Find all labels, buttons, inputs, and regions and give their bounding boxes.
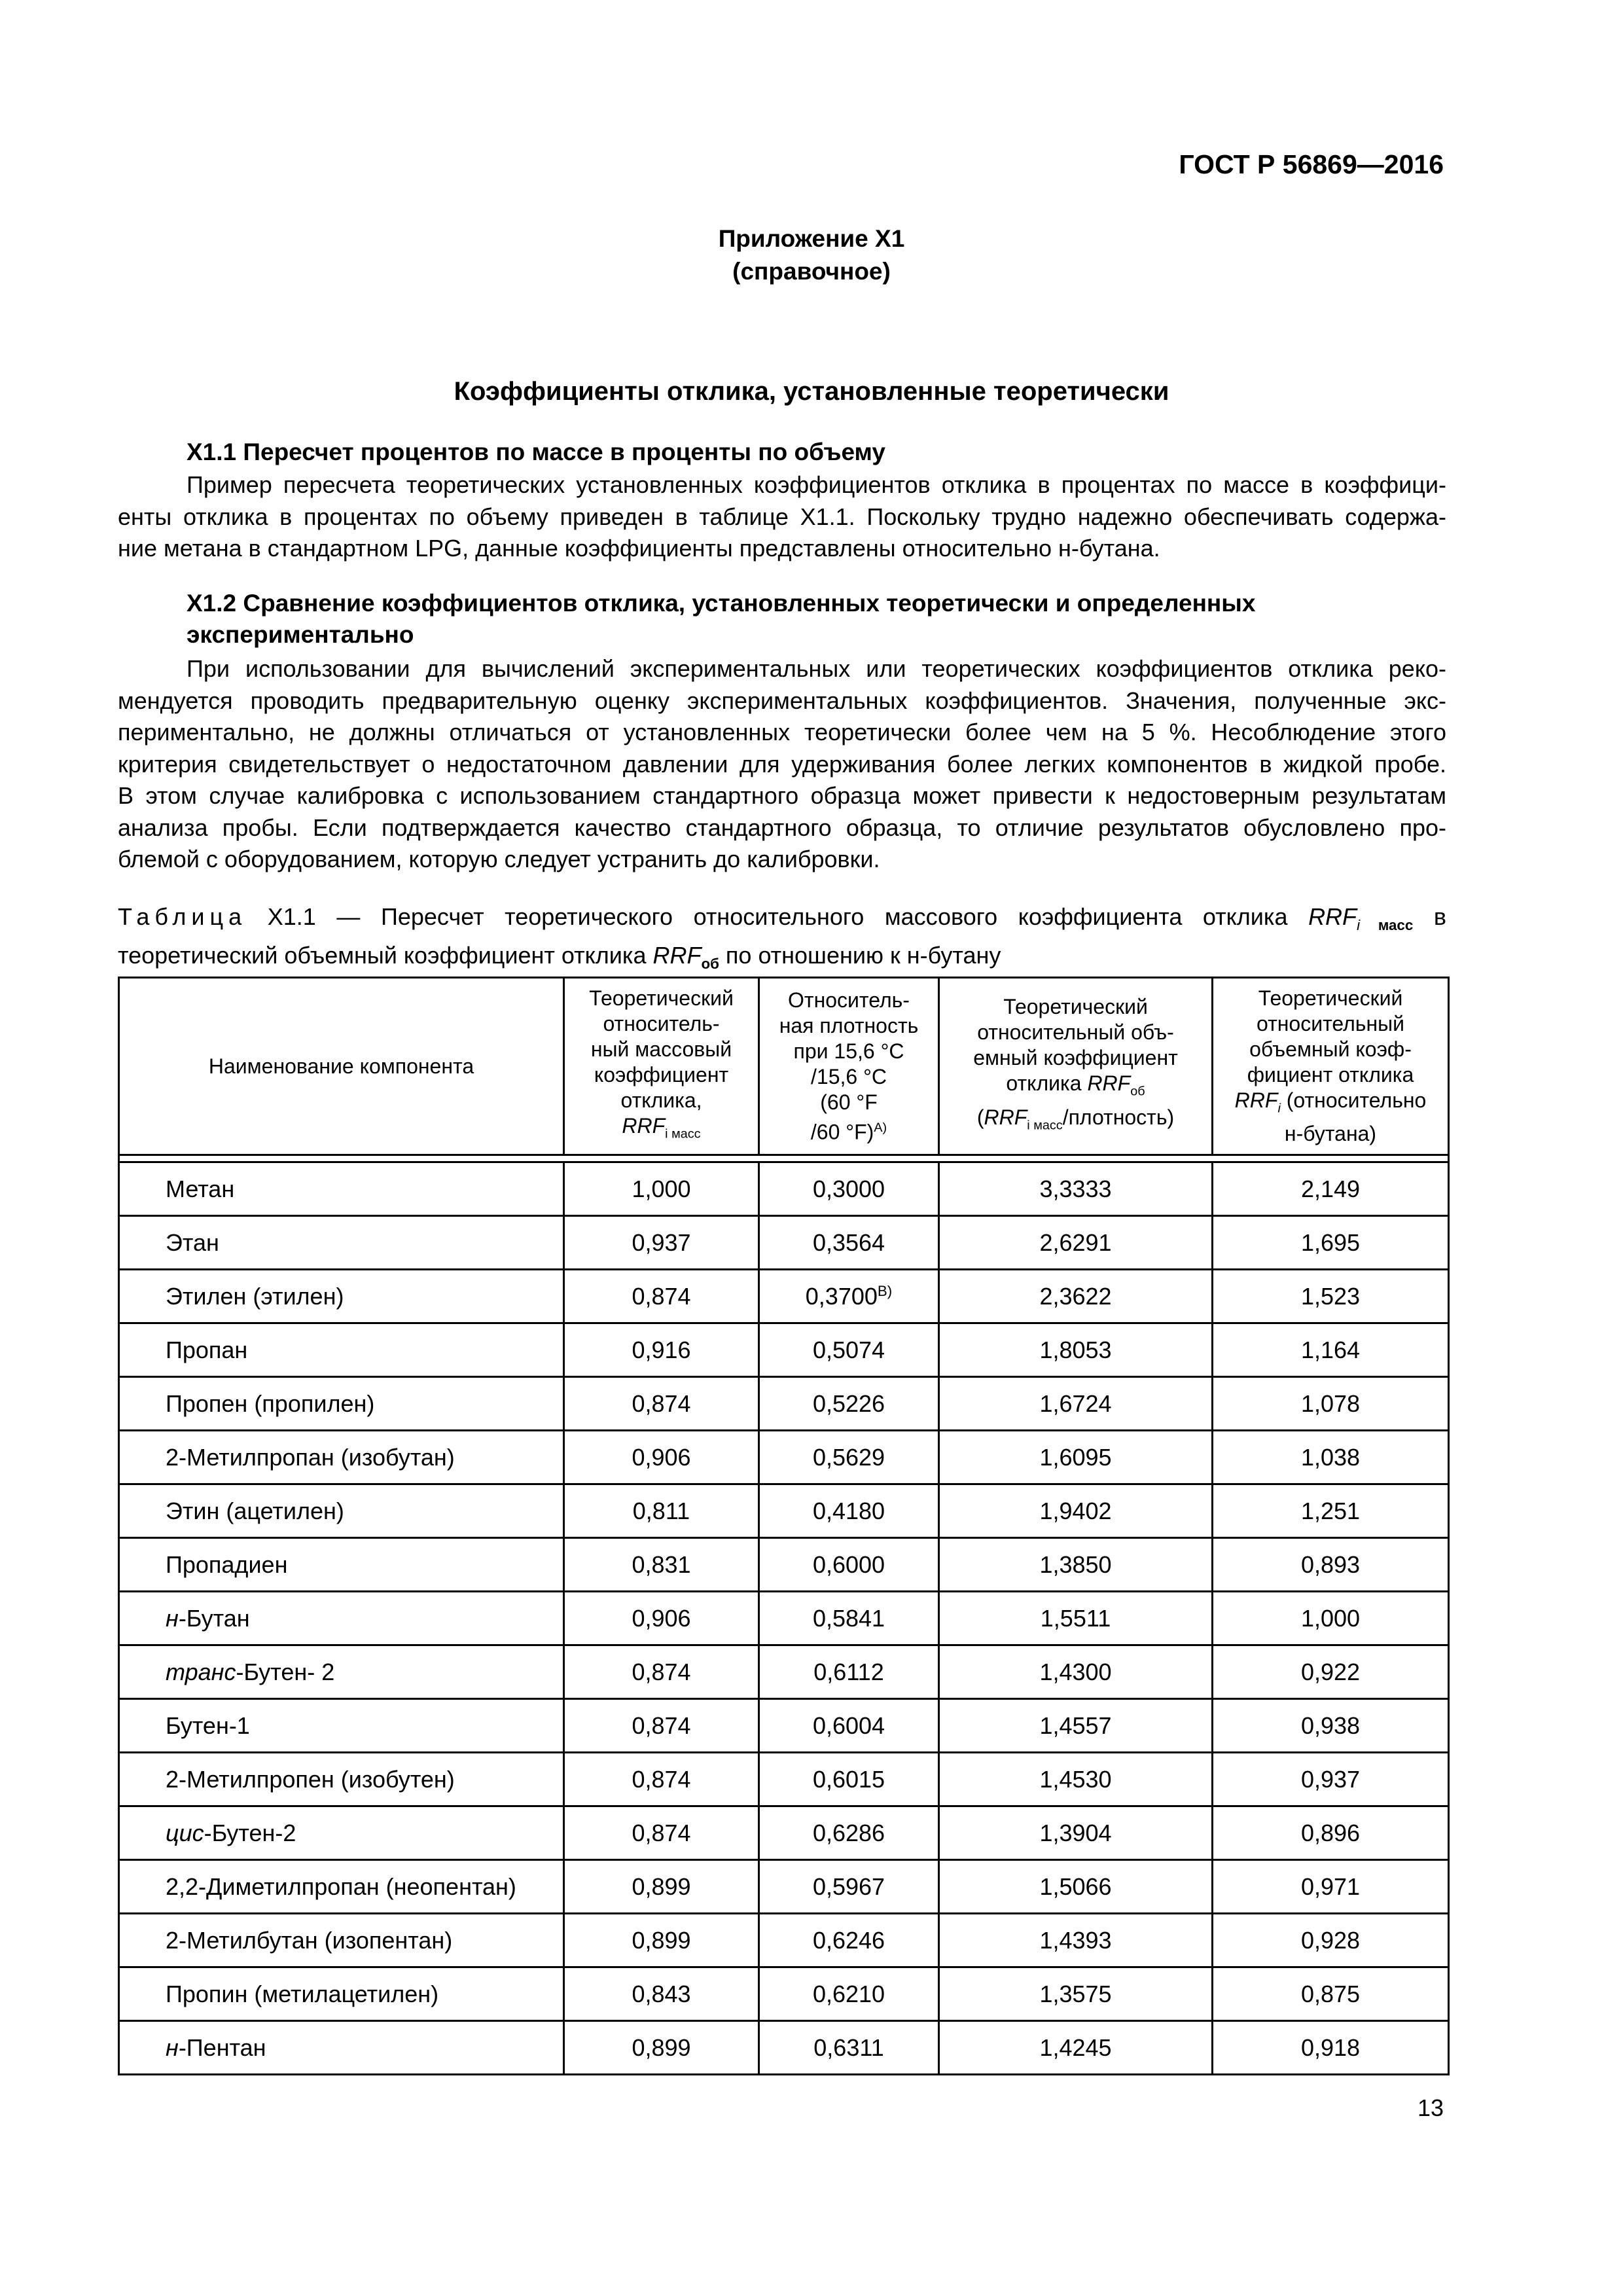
density-cell xyxy=(759,1538,939,1592)
caption-label: Таблица xyxy=(118,903,247,930)
component-name xyxy=(119,1377,564,1431)
relative-factor-cell-value: 1,000 xyxy=(1300,1604,1361,1632)
caption-symbol: RRF xyxy=(1308,903,1357,930)
relative-factor-cell-value: 0,928 xyxy=(1300,1926,1361,1954)
relative-factor-cell-value: 1,164 xyxy=(1300,1336,1361,1363)
relative-factor-cell xyxy=(1213,1753,1449,1806)
text-line: анализа пробы. Если подтверждается качество стандартного образца, то отличие результатов обусловлено про- xyxy=(118,814,1446,841)
volume-factor-cell xyxy=(939,1323,1213,1377)
mass-factor-cell-value: 0,874 xyxy=(632,1658,691,1685)
density-cell xyxy=(759,1592,939,1645)
text-line: В этом случае калибровка с использованием стандартного образца может привести к недостоверным результатам xyxy=(118,782,1446,809)
component-label: 2-Метилбутан (изопентан) xyxy=(166,1926,453,1954)
volume-factor-cell xyxy=(939,1216,1213,1270)
relative-factor-cell-value: 1,695 xyxy=(1300,1229,1361,1256)
density-cell-value: 0,3564 xyxy=(812,1229,885,1256)
caption-line xyxy=(118,941,1446,979)
volume-factor-cell xyxy=(939,1645,1213,1699)
relative-factor-cell-value: 0,937 xyxy=(1300,1765,1361,1793)
appendix-title: Приложение Х1 xyxy=(718,225,905,252)
relative-factor-cell xyxy=(1213,1431,1449,1484)
relative-factor-cell-value: 0,918 xyxy=(1300,2034,1361,2061)
text-line: При использовании для вычислений экспериментальных или теоретических коэффициентов отклика реко- xyxy=(187,655,1446,682)
table-row xyxy=(119,1431,1449,1484)
volume-factor-cell xyxy=(939,1162,1213,1216)
mass-factor-cell xyxy=(564,1431,759,1484)
relative-factor-cell xyxy=(1213,1860,1449,1914)
volume-factor-cell-value: 1,3850 xyxy=(1039,1551,1112,1578)
density-cell xyxy=(759,1216,939,1270)
text-line: критерия свидетельствует о недостаточном давлении для удерживания более легких компонентов в жидкой пробе. xyxy=(118,750,1446,778)
table-row xyxy=(119,1216,1449,1270)
table-row xyxy=(119,1753,1449,1806)
table-row xyxy=(119,1645,1449,1699)
relative-factor-cell xyxy=(1213,1914,1449,1967)
text-line: Пример пересчета теоретических установленных коэффициентов отклика в процентах по массе в коэффици- xyxy=(187,471,1446,498)
mass-factor-cell-value: 0,831 xyxy=(632,1551,691,1578)
text-line: блемой с оборудованием, которую следует устранить до калибровки. xyxy=(118,846,880,872)
component-name xyxy=(119,1699,564,1753)
relative-factor-cell xyxy=(1213,1377,1449,1431)
text-line: енты отклика в процентах по объему приведен в таблице Х1.1. Поскольку трудно надежно обеспечивать содержа- xyxy=(118,503,1446,530)
component-prefix: н xyxy=(166,1604,179,1632)
component-label: -Бутен- 2 xyxy=(236,1658,335,1685)
mass-factor-cell xyxy=(564,1377,759,1431)
density-cell xyxy=(759,1967,939,2021)
caption-text: по отношению к н-бутану xyxy=(725,942,1001,969)
mass-factor-cell xyxy=(564,1967,759,2021)
component-name xyxy=(119,2021,564,2075)
density-cell xyxy=(759,1484,939,1538)
mass-factor-cell-value: 0,874 xyxy=(632,1390,691,1417)
density-cell-value: 0,3000 xyxy=(812,1175,885,1202)
density-cell-value: 0,6311 xyxy=(813,2034,884,2061)
table-row xyxy=(119,1323,1449,1377)
component-name xyxy=(119,1431,564,1484)
caption-line xyxy=(118,902,1446,941)
volume-factor-cell-value: 1,4557 xyxy=(1039,1712,1112,1739)
relative-factor-cell-value: 2,149 xyxy=(1300,1175,1361,1202)
volume-factor-cell-value: 1,6724 xyxy=(1039,1390,1112,1417)
volume-factor-cell-value: 1,6095 xyxy=(1039,1443,1112,1471)
table-row xyxy=(119,1592,1449,1645)
table-row xyxy=(119,1538,1449,1592)
component-label: -Бутен-2 xyxy=(204,1819,296,1846)
component-label: Этилен (этилен) xyxy=(166,1282,344,1310)
table-row xyxy=(119,1270,1449,1323)
density-cell xyxy=(759,1806,939,1860)
header-separator xyxy=(119,1155,1449,1162)
table-row xyxy=(119,1484,1449,1538)
mass-factor-cell xyxy=(564,1860,759,1914)
volume-factor-cell xyxy=(939,1860,1213,1914)
density-cell-value: 0,6210 xyxy=(812,1980,885,2007)
mass-factor-cell-value: 0,811 xyxy=(632,1497,690,1524)
component-name xyxy=(119,1216,564,1270)
relative-factor-cell-value: 0,875 xyxy=(1300,1980,1361,2007)
relative-factor-cell-value: 1,038 xyxy=(1300,1443,1361,1471)
section-2-heading xyxy=(187,588,1255,651)
caption-subscript: i xyxy=(1357,917,1361,934)
table-body xyxy=(119,1155,1449,2075)
density-cell xyxy=(759,1162,939,1216)
density-cell-value: 0,5967 xyxy=(812,1873,885,1900)
density-cell xyxy=(759,1323,939,1377)
page-number: 13 xyxy=(1417,2094,1444,2121)
density-cell xyxy=(759,1860,939,1914)
volume-factor-cell xyxy=(939,1592,1213,1645)
component-prefix: н xyxy=(166,2034,179,2061)
component-name xyxy=(119,1162,564,1216)
table-row xyxy=(119,1860,1449,1914)
density-cell-value: 0,6246 xyxy=(812,1926,885,1954)
component-name xyxy=(119,1538,564,1592)
component-label: 2-Метилпропан (изобутан) xyxy=(166,1443,455,1471)
document-code: ГОСТ Р 56869—2016 xyxy=(1179,149,1444,179)
header-relative-volume-factor: Теоретический относительный объемный коэф- фициент отклика $RRF_i$ (относительно н-бутана) xyxy=(1213,978,1449,1155)
relative-factor-cell-value: 1,523 xyxy=(1300,1282,1361,1310)
mass-factor-cell xyxy=(564,1216,759,1270)
component-label: Бутен-1 xyxy=(166,1712,250,1739)
volume-factor-cell xyxy=(939,1753,1213,1806)
component-label: -Пентан xyxy=(178,2034,266,2061)
mass-factor-cell xyxy=(564,1538,759,1592)
caption-subscript: масс xyxy=(1378,917,1414,934)
volume-factor-cell-value: 1,4530 xyxy=(1039,1765,1112,1793)
relative-factor-cell xyxy=(1213,1216,1449,1270)
table-row xyxy=(119,2021,1449,2075)
relative-factor-cell-value: 1,251 xyxy=(1300,1497,1361,1524)
relative-factor-cell-value: 0,938 xyxy=(1300,1712,1361,1739)
volume-factor-cell xyxy=(939,1806,1213,1860)
mass-factor-cell xyxy=(564,1645,759,1699)
volume-factor-cell xyxy=(939,1538,1213,1592)
relative-factor-cell xyxy=(1213,1592,1449,1645)
density-cell xyxy=(759,1645,939,1699)
section-2-text xyxy=(118,653,1446,876)
mass-factor-cell xyxy=(564,2021,759,2075)
component-name xyxy=(119,1592,564,1645)
relative-factor-cell xyxy=(1213,1162,1449,1216)
mass-factor-cell xyxy=(564,1592,759,1645)
relative-factor-cell xyxy=(1213,1484,1449,1538)
mass-factor-cell-value: 0,843 xyxy=(632,1980,691,2007)
density-cell-value: 0,6112 xyxy=(813,1658,884,1685)
volume-factor-cell-value: 3,3333 xyxy=(1039,1175,1112,1202)
table-row xyxy=(119,1162,1449,1216)
component-label: Этин (ацетилен) xyxy=(166,1497,344,1524)
density-cell xyxy=(759,1753,939,1806)
component-label: Пропен (пропилен) xyxy=(166,1390,375,1417)
volume-factor-cell xyxy=(939,1377,1213,1431)
appendix-type: (справочное) xyxy=(732,258,891,285)
mass-factor-cell-value: 0,874 xyxy=(632,1712,691,1739)
relative-factor-cell-value: 0,893 xyxy=(1300,1551,1361,1578)
relative-factor-cell xyxy=(1213,1323,1449,1377)
volume-factor-cell-value: 1,3575 xyxy=(1039,1980,1112,2007)
relative-factor-cell xyxy=(1213,1967,1449,2021)
caption-subscript: об xyxy=(701,956,719,973)
component-name xyxy=(119,1270,564,1323)
component-name xyxy=(119,1860,564,1914)
volume-factor-cell-value: 1,8053 xyxy=(1039,1336,1112,1363)
heading-line: Х1.2 Сравнение коэффициентов отклика, установленных теоретически и определенных xyxy=(187,590,1256,617)
volume-factor-cell-value: 2,3622 xyxy=(1039,1282,1112,1310)
volume-factor-cell-value: 1,3904 xyxy=(1039,1819,1112,1846)
component-prefix: цис xyxy=(166,1819,204,1846)
mass-factor-cell xyxy=(564,1270,759,1323)
mass-factor-cell-value: 0,874 xyxy=(632,1819,691,1846)
footnote-mark: B) xyxy=(877,1282,893,1299)
mass-factor-cell-value: 0,937 xyxy=(632,1229,691,1256)
volume-factor-cell xyxy=(939,1431,1213,1484)
component-name xyxy=(119,1323,564,1377)
table-header-row xyxy=(119,978,1449,1155)
component-prefix: транс xyxy=(166,1658,236,1685)
mass-factor-cell-value: 0,899 xyxy=(632,2034,691,2061)
component-name xyxy=(119,1484,564,1538)
text-line: ние метана в стандартном LPG, данные коэффициенты представлены относительно н-бутана. xyxy=(118,535,1160,562)
text-line: периментально, не должны отличаться от установленных теоретически более чем на 5 %. Несоблюдение этого xyxy=(118,719,1446,745)
volume-factor-cell-value: 1,4245 xyxy=(1039,2034,1112,2061)
volume-factor-cell xyxy=(939,1699,1213,1753)
relative-factor-cell xyxy=(1213,1645,1449,1699)
table-row xyxy=(119,1806,1449,1860)
relative-factor-cell xyxy=(1213,1270,1449,1323)
appendix-label xyxy=(0,223,1623,288)
header-volume-factor: Теоретический относительный объ- емный коэффициент отклика $RRF_{об}$ $(RRF_{i масс}/плотность)$ xyxy=(939,978,1213,1155)
text-line: мендуется проводить предварительную оценку экспериментальных коэффициентов. Значения, полученные экс- xyxy=(118,687,1446,714)
volume-factor-cell xyxy=(939,1914,1213,1967)
volume-factor-cell xyxy=(939,1484,1213,1538)
table-row xyxy=(119,1967,1449,2021)
volume-factor-cell-value: 2,6291 xyxy=(1039,1229,1112,1256)
relative-factor-cell-value: 0,971 xyxy=(1300,1873,1361,1900)
relative-factor-cell xyxy=(1213,2021,1449,2075)
header-component-name: Наименование компонента xyxy=(119,978,564,1155)
heading-line: экспериментально xyxy=(187,621,414,648)
relative-factor-cell xyxy=(1213,1699,1449,1753)
density-cell xyxy=(759,1377,939,1431)
mass-factor-cell xyxy=(564,1484,759,1538)
density-cell-value: 0,6004 xyxy=(812,1712,885,1739)
table-caption xyxy=(118,902,1446,979)
response-factor-table xyxy=(118,977,1450,2075)
density-cell-value: 0,5226 xyxy=(812,1390,885,1417)
density-cell xyxy=(759,1270,939,1323)
mass-factor-cell-value: 0,916 xyxy=(632,1336,691,1363)
mass-factor-cell xyxy=(564,1323,759,1377)
table-row xyxy=(119,1377,1449,1431)
mass-factor-cell-value: 0,899 xyxy=(632,1926,691,1954)
table-row xyxy=(119,1914,1449,1967)
density-cell-value: 0,6015 xyxy=(812,1765,885,1793)
component-name xyxy=(119,1753,564,1806)
header-mass-factor: Теоретический относитель- ный массовый коэффициент отклика, $RRF_{i масс}$ xyxy=(564,978,759,1155)
relative-factor-cell xyxy=(1213,1806,1449,1860)
component-label: Пропадиен xyxy=(166,1551,288,1578)
mass-factor-cell-value: 1,000 xyxy=(632,1175,691,1202)
density-cell-value: 0,6000 xyxy=(812,1551,885,1578)
volume-factor-cell-value: 1,5066 xyxy=(1039,1873,1112,1900)
mass-factor-cell xyxy=(564,1699,759,1753)
volume-factor-cell-value: 1,5511 xyxy=(1040,1604,1111,1632)
component-name xyxy=(119,1806,564,1860)
relative-factor-cell-value: 0,922 xyxy=(1300,1658,1361,1685)
component-label: Этан xyxy=(166,1229,219,1256)
mass-factor-cell xyxy=(564,1806,759,1860)
mass-factor-cell xyxy=(564,1162,759,1216)
density-cell xyxy=(759,1431,939,1484)
component-label: 2-Метилпропен (изобутен) xyxy=(166,1765,455,1793)
section-1-text xyxy=(118,469,1446,565)
component-label: Пропин (метилацетилен) xyxy=(166,1980,439,2007)
mass-factor-cell-value: 0,906 xyxy=(632,1604,691,1632)
density-cell-value: 0,5629 xyxy=(812,1443,885,1471)
component-label: Пропан xyxy=(166,1336,248,1363)
mass-factor-cell xyxy=(564,1753,759,1806)
component-name xyxy=(119,1967,564,2021)
density-cell xyxy=(759,2021,939,2075)
caption-text: Х1.1 — Пересчет теоретического относительного массового коэффициента отклика xyxy=(267,903,1288,930)
caption-text: в xyxy=(1433,903,1446,930)
relative-factor-cell xyxy=(1213,1538,1449,1592)
component-label: Метан xyxy=(166,1175,235,1202)
component-label: -Бутан xyxy=(178,1604,250,1632)
density-cell-value: 0,6286 xyxy=(812,1819,885,1846)
mass-factor-cell-value: 0,899 xyxy=(632,1873,691,1900)
relative-factor-cell-value: 1,078 xyxy=(1300,1390,1361,1417)
density-cell xyxy=(759,1914,939,1967)
header-relative-density: Относитель- ная плотность при 15,6 °C /15,6 °C (60 °F /60 °F)$^{A)}$ xyxy=(759,978,939,1155)
section-1-heading: Х1.1 Пересчет процентов по массе в проценты по объему xyxy=(187,439,885,465)
volume-factor-cell-value: 1,4300 xyxy=(1039,1658,1112,1685)
mass-factor-cell-value: 0,874 xyxy=(632,1765,691,1793)
table-row xyxy=(119,1699,1449,1753)
page-title: Коэффициенты отклика, установленные теоретически xyxy=(454,377,1169,406)
volume-factor-cell xyxy=(939,2021,1213,2075)
density-cell-value: 0,5074 xyxy=(812,1336,885,1363)
volume-factor-cell xyxy=(939,1967,1213,2021)
mass-factor-cell-value: 0,874 xyxy=(632,1282,691,1310)
volume-factor-cell xyxy=(939,1270,1213,1323)
density-cell-value: 0,4180 xyxy=(812,1497,885,1524)
relative-factor-cell-value: 0,896 xyxy=(1300,1819,1361,1846)
density-cell-value: 0,3700 xyxy=(805,1282,878,1310)
mass-factor-cell xyxy=(564,1914,759,1967)
volume-factor-cell-value: 1,4393 xyxy=(1039,1926,1112,1954)
component-name xyxy=(119,1645,564,1699)
component-label: 2,2-Диметилпропан (неопентан) xyxy=(166,1873,516,1900)
caption-symbol: RRF xyxy=(652,942,702,969)
caption-text: теоретический объемный коэффициент отклика xyxy=(118,942,647,969)
density-cell xyxy=(759,1699,939,1753)
component-name xyxy=(119,1914,564,1967)
volume-factor-cell-value: 1,9402 xyxy=(1039,1497,1112,1524)
mass-factor-cell-value: 0,906 xyxy=(632,1443,691,1471)
density-cell-value: 0,5841 xyxy=(812,1604,885,1632)
